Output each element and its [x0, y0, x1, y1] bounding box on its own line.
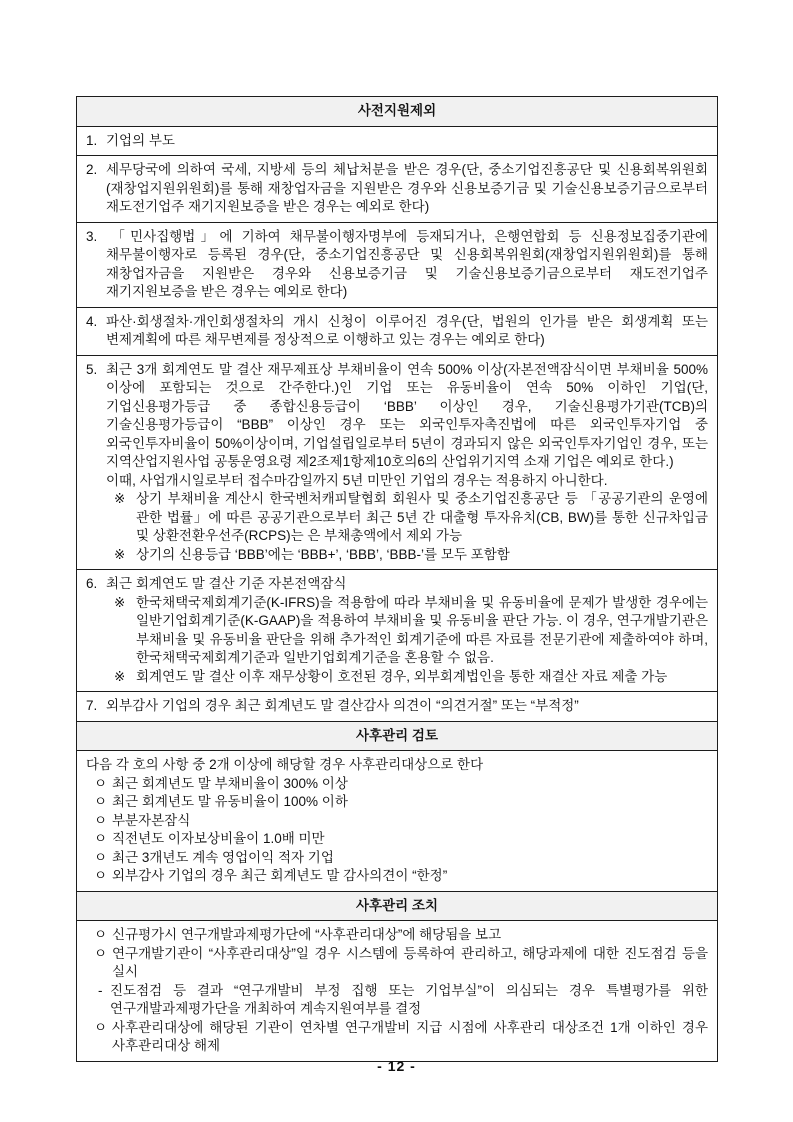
table-row [77, 891, 718, 921]
bullet-marker: ㅇ [94, 849, 108, 865]
exclusion-item-5-subtext: 이때, 사업개시일로부터 접수마감일까지 5년 미만인 기업의 경우는 적용하지 아니한다. [106, 472, 608, 488]
section-header-exclusion [77, 97, 718, 127]
bullet-marker: - [98, 982, 103, 998]
document-table [76, 96, 718, 1062]
exclusion-item-5-note-2 [100, 546, 708, 565]
exclusion-item-7 [86, 697, 708, 716]
note-text: 회계연도 말 결산 이후 재무상황이 호전된 경우, 외부회계법인을 통한 재결산 자료 제출 가능 [136, 668, 668, 684]
item-number: 3. [86, 228, 98, 244]
note-marker: ※ [114, 491, 126, 506]
exclusion-item-5-note-1 [100, 490, 708, 546]
table-row [77, 307, 718, 355]
bullet-text: 최근 회계년도 말 유동비율이 100% 이하 [112, 794, 348, 809]
note-marker: ※ [114, 668, 126, 684]
item-text: 파산·회생절차·개인회생절차의 개시 신청이 이루어진 경우(단, 법원의 인가를 받은 회생계획 또는 변제계획에 따른 채무변제를 정상적으로 이행하고 있는 경우는 예외로 한다) [106, 313, 708, 347]
bullet-text: 최근 회계년도 말 부채비율이 300% 이상 [112, 775, 348, 791]
exclusion-item-3 [86, 228, 708, 302]
bullet-marker: ㅇ [94, 775, 108, 791]
measures-bullet-3 [98, 982, 708, 1019]
note-text: 상기의 신용등급 ‘BBB’에는 ‘BBB+’, ‘BBB’, ‘BBB-’를 모두 포함함 [136, 546, 510, 562]
table-row [77, 355, 718, 570]
item-text: 기업의 부도 [106, 132, 175, 148]
table-row [77, 156, 718, 223]
exclusion-item-6-note-2 [100, 668, 708, 687]
item-text: 「민사집행법」에 기하여 채무불이행자명부에 등재되거나, 은행연합회 등 신용정보집중기관에 채무불이행자로 등록된 경우(단, 중소기업진흥공단 및 신용회복위원회(재창업지원위원회)를 통해 재창업자금을 지원받은 경우와 신용보증기금 및 기술신용보증기금으로부터 재도전기업주 재기지원보증을 받은 경우는 예외로 한다) [106, 228, 708, 299]
exclusion-item-4 [86, 313, 708, 350]
bullet-text: 부분자본잠식 [112, 812, 191, 828]
table-row [77, 692, 718, 722]
table-row [77, 721, 718, 751]
section-title: 사후관리 조치 [356, 897, 438, 913]
item-number: 2. [86, 162, 98, 177]
exclusion-item-2 [86, 161, 708, 217]
measures-bullet-4 [94, 1019, 708, 1056]
exclusion-item-6-note-1 [100, 594, 708, 668]
bullet-marker: ㅇ [94, 812, 108, 828]
review-bullet-5 [94, 849, 708, 868]
bullet-text: 사후관리대상에 해당된 기관이 연차별 연구개발비 지급 시점에 사후관리 대상조건 1개 이하인 경우 사후관리대상 해제 [112, 1019, 708, 1053]
item-number: 7. [86, 698, 98, 713]
bullet-text: 직전년도 이자보상비율이 1.0배 미만 [112, 831, 325, 846]
item-text: 세무당국에 의하여 국세, 지방세 등의 체납처분을 받은 경우(단, 중소기업진흥공단 및 신용회복위원회(재창업지원위원회)를 통해 재창업자금을 지원받은 경우와 신용보증기금 및 기술신용보증기금으로부터 재도전기업주 재기지원보증을 받은 경우는 예외로 한다) [106, 162, 708, 214]
bullet-marker: ㅇ [94, 794, 108, 809]
item-text: 외부감사 기업의 경우 최근 회계년도 말 결산감사 의견이 “의견거절” 또는 “부적정” [106, 698, 579, 713]
table-row [77, 222, 718, 307]
bullet-marker: ㅇ [94, 868, 108, 883]
item-number: 1. [86, 132, 98, 148]
table-row [77, 570, 718, 692]
item-text: 최근 회계연도 말 결산 기준 자본전액잠식 [106, 576, 347, 591]
item-number: 4. [86, 313, 98, 329]
table-row [77, 126, 718, 156]
table-row [77, 751, 718, 892]
bullet-marker: ㅇ [94, 1019, 108, 1035]
review-bullet-2 [94, 793, 708, 812]
page-number: - 12 - [377, 1058, 416, 1074]
item-text: 최근 3개 회계연도 말 결산 재무제표상 부채비율이 연속 500% 이상(자본전액잠식이면 부채비율 500% 이상에 포함되는 것으로 간주한다.)인 기업 또는 유동비율이 연속 50% 이하인 기업(단, 기업신용평가등급 중 종합신용등급이 ‘BBB’ 이상인 경우, 기술신용평가기관(TCB)의 기술신용평가등급이 “BBB” 이상인 경우 또는 외국인투자촉진법에 따른 외국인투자기업 중 외국인투자비율이 50%이상이며, 기업설립일로부터 5년이 경과되지 않은 외국인투자기업인 경우, 또는 지역산업지원사업 공통운영요령 제2조제1항제10호의6의 산업위기지역 소재 기업은 예외로 한다.) [106, 361, 708, 469]
section-header-review [77, 721, 718, 751]
bullet-marker: ㅇ [94, 927, 108, 942]
note-text: 상기 부채비율 계산시 한국벤처캐피탈협회 회원사 및 중소기업진흥공단 등 「공공기관의 운영에 관한 법률」에 따른 공공기관으로부터 최근 5년 간 대출형 투자유치(CB, BW)를 통한 신규차입금 및 상환전환우선주(RCPS)는 은 부채총액에서 제외 가능 [136, 491, 708, 543]
bullet-marker: ㅇ [94, 831, 108, 846]
exclusion-item-6 [86, 575, 708, 594]
measures-bullet-2 [94, 945, 708, 982]
bullet-text: 외부감사 기업의 경우 최근 회계년도 말 감사의견이 “한정” [112, 868, 448, 883]
note-marker: ※ [114, 594, 126, 610]
exclusion-item-1 [86, 132, 708, 151]
bullet-text: 연구개발기관이 “사후관리대상”일 경우 시스템에 등록하여 관리하고, 해당과제에 대한 진도점검 등을 실시 [112, 945, 708, 979]
review-intro: 다음 각 호의 사항 중 2개 이상에 해당할 경우 사후관리대상으로 한다 [86, 757, 484, 772]
review-bullet-6 [94, 867, 708, 886]
bullet-marker: ㅇ [94, 945, 108, 961]
bullet-text: 최근 3개년도 계속 영업이익 적자 기업 [112, 849, 334, 865]
table-row [77, 921, 718, 1062]
table-row [77, 97, 718, 127]
item-number: 5. [86, 361, 98, 377]
measures-bullet-1 [94, 926, 708, 945]
review-bullet-1 [94, 775, 708, 794]
section-title: 사전지원제외 [357, 103, 437, 118]
bullet-text: 진도점검 등 결과 “연구개발비 부정 집행 또는 기업부실”이 의심되는 경우 특별평가를 위한 연구개발과제평가단을 개최하여 계속지원여부를 결정 [110, 982, 708, 1016]
exclusion-item-5 [86, 361, 708, 472]
note-marker: ※ [114, 546, 126, 562]
review-bullet-3 [94, 812, 708, 831]
review-bullet-4 [94, 830, 708, 849]
section-header-measures [77, 891, 718, 921]
note-text: 한국채택국제회계기준(K-IFRS)을 적용함에 따라 부채비율 및 유동비율에 문제가 발생한 경우에는 일반기업회계기준(K-GAAP)을 적용하여 부채비율 및 유동비율 판단 가능. 이 경우, 연구개발기관은 부채비율 및 유동비율 판단을 위해 추가적인 회계기준에 따른 자료를 전문기관에 제출하여야 하며, 한국채택국제회계기준과 일반기업회계기준을 혼용할 수 없음. [136, 594, 708, 665]
section-title: 사후관리 검토 [356, 727, 438, 743]
item-number: 6. [86, 576, 98, 591]
bullet-text: 신규평가시 연구개발과제평가단에 “사후관리대상”에 해당됨을 보고 [112, 927, 502, 942]
